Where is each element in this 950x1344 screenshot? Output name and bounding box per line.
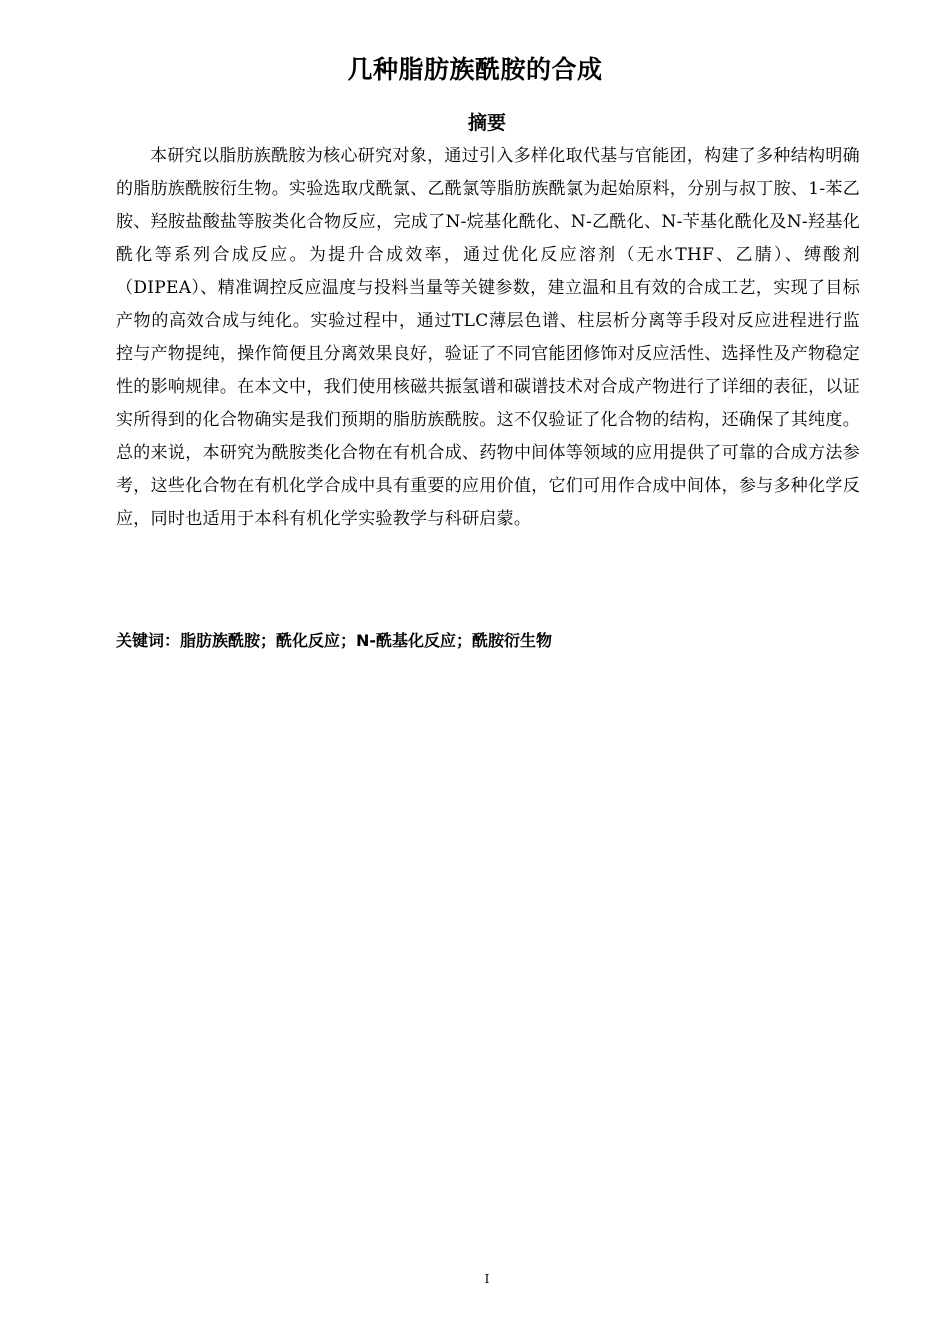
abstract-body: 本研究以脂肪族酰胺为核心研究对象，通过引入多样化取代基与官能团，构建了多种结构明确的脂肪族酰胺衍生物。实验选取戊酰氯、乙酰氯等脂肪族酰氯为起始原料，分别与叔丁胺、1-苯乙胺、羟胺盐酸盐等胺类化合物反应，完成了N-烷基化酰化、N-乙酰化、N-苄基化酰化及N-羟基化酰化等系列合成反应。为提升合成效率，通过优化反应溶剂（无水THF、乙腈）、缚酸剂（DIPEA）、精准调控反应温度与投料当量等关键参数，建立温和且有效的合成工艺，实现了目标产物的高效合成与纯化。实验过程中，通过TLC薄层色谱、柱层析分离等手段对反应进程进行监控与产物提纯，操作简便且分离效果良好，验证了不同官能团修饰对反应活性、选择性及产物稳定性的影响规律。在本文中，我们使用核磁共振氢谱和碳谱技术对合成产物进行了详细的表征，以证实所得到的化合物确实是我们预期的脂肪族酰胺。这不仅验证了化合物的结构，还确保了其纯度。总的来说，本研究为酰胺类化合物在有机合成、药物中间体等领域的应用提供了可靠的合成方法参考，这些化合物在有机化学合成中具有重要的应用价值，它们可用作合成中间体，参与多种化学反应，同时也适用于本科有机化学实验教学与科研启蒙。 [116,146,860,529]
abstract-heading: 摘要 [467,112,506,134]
page-number: I [484,1272,490,1286]
paper-title: 几种脂肪族酰胺的合成 [347,55,603,84]
keywords-line: 关键词：脂肪族酰胺；酰化反应；N-酰基化反应；酰胺衍生物 [116,631,553,650]
